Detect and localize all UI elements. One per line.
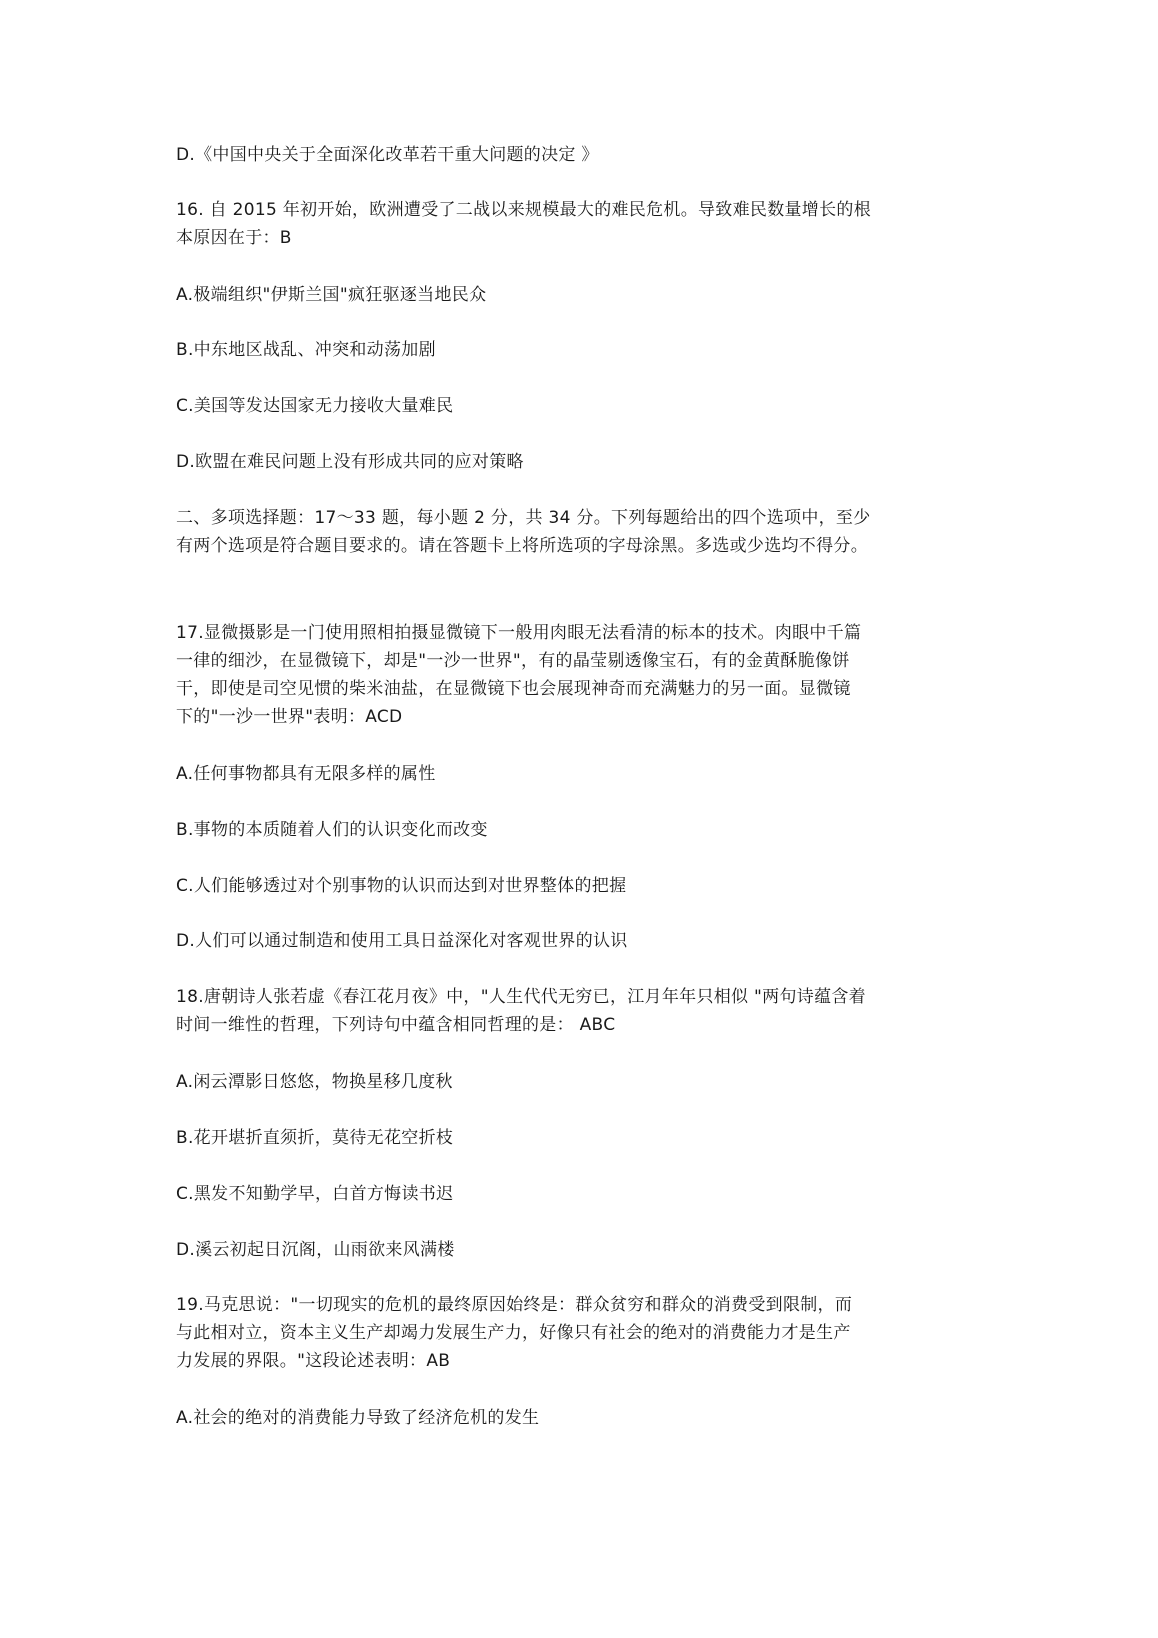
question-18-line-2: 时间一维性的哲理，下列诗句中蕴含相同哲理的是： ABC xyxy=(176,1015,616,1035)
question-18-line-1: 18.唐朝诗人张若虚《春江花月夜》中，"人生代代无穷已，江月年年只相似 "两句诗蕴含着 xyxy=(176,987,866,1007)
question-17-line-3: 干，即使是司空见惯的柴米油盐，在显微镜下也会展现神奇而充满魅力的另一面。显微镜 xyxy=(176,679,851,699)
question-19-line-2: 与此相对立，资本主义生产却竭力发展生产力，好像只有社会的绝对的消费能力才是生产 xyxy=(176,1323,851,1343)
question-19-line-3: 力发展的界限。"这段论述表明：AB xyxy=(176,1351,451,1371)
option-18d: D.溪云初起日沉阁，山雨欲来风满楼 xyxy=(176,1240,455,1260)
option-17a: A.任何事物都具有无限多样的属性 xyxy=(176,764,436,784)
option-18c: C.黑发不知勤学早，白首方悔读书迟 xyxy=(176,1184,454,1204)
option-18a: A.闲云潭影日悠悠，物换星移几度秋 xyxy=(176,1072,453,1092)
option-17b: B.事物的本质随着人们的认识变化而改变 xyxy=(176,820,488,840)
question-19-line-1: 19.马克思说："一切现实的危机的最终原因始终是：群众贫穷和群众的消费受到限制，而 xyxy=(176,1295,853,1315)
option-17d: D.人们可以通过制造和使用工具日益深化对客观世界的认识 xyxy=(176,931,628,951)
option-15d: D.《中国中央关于全面深化改革若干重大问题的决定 》 xyxy=(176,145,599,165)
section-heading-line-2: 有两个选项是符合题目要求的。请在答题卡上将所选项的字母涂黑。多选或少选均不得分。 xyxy=(176,536,868,556)
question-17-line-2: 一律的细沙，在显微镜下，却是"一沙一世界"，有的晶莹剔透像宝石，有的金黄酥脆像饼 xyxy=(176,651,850,671)
option-17c: C.人们能够透过对个别事物的认识而达到对世界整体的把握 xyxy=(176,876,627,896)
option-16a: A.极端组织"伊斯兰国"疯狂驱逐当地民众 xyxy=(176,285,487,305)
option-18b: B.花开堪折直须折，莫待无花空折枝 xyxy=(176,1128,454,1148)
option-16d: D.欧盟在难民问题上没有形成共同的应对策略 xyxy=(176,452,524,472)
question-16-line-1: 16. 自 2015 年初开始，欧洲遭受了二战以来规模最大的难民危机。导致难民数量增长的根 xyxy=(176,200,872,220)
option-16c: C.美国等发达国家无力接收大量难民 xyxy=(176,396,454,416)
question-17-line-4: 下的"一沙一世界"表明：ACD xyxy=(176,707,403,727)
question-16-line-2: 本原因在于：B xyxy=(176,228,292,248)
section-heading-line-1: 二、多项选择题：17～33 题，每小题 2 分，共 34 分。下列每题给出的四个选项中，至少 xyxy=(176,508,871,528)
question-17-line-1: 17.显微摄影是一门使用照相拍摄显微镜下一般用肉眼无法看清的标本的技术。肉眼中千篇 xyxy=(176,623,862,643)
option-16b: B.中东地区战乱、冲突和动荡加剧 xyxy=(176,340,436,360)
option-19a: A.社会的绝对的消费能力导致了经济危机的发生 xyxy=(176,1408,540,1428)
